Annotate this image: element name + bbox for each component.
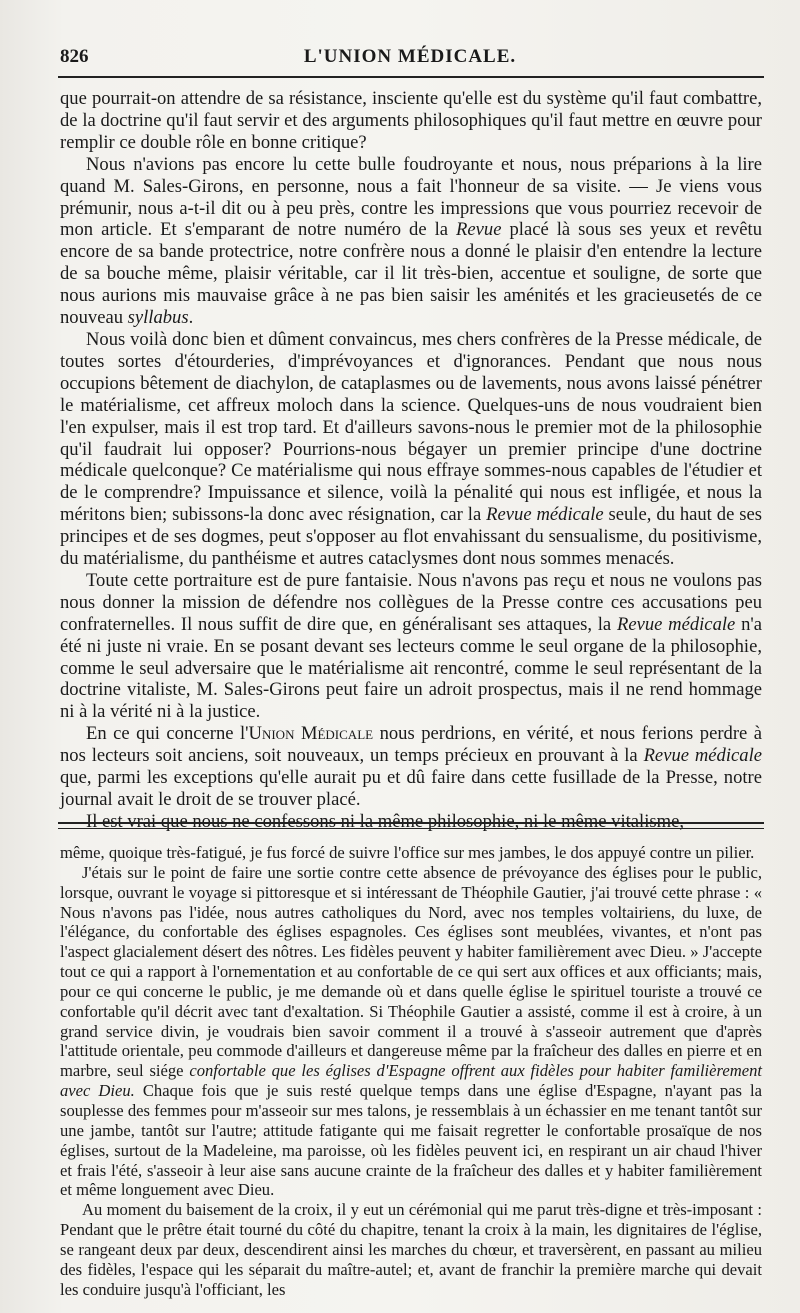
- feuilleton-paragraph: même, quoique très-fatigué, je fus forcé de suivre l'office sur mes jambes, le dos appuyé contre un pilier.: [60, 843, 755, 862]
- article-paragraph: Nous n'avions pas encore lu cette bulle foudroyante et nous, nous préparions à la lire quand M. Sales-Girons, en personne, nous a fait l'honneur de sa visite. — Je viens vous prémunir, nous a-t-il dit ou à peu près, contre les impressions que vous pourriez recevoir de mon article. Et s'emparant de notre numéro de la Revue placé là sous ses yeux et revêtu encore de sa bande protectrice, notre confrère nous a donné le plaisir d'en entendre la lecture de sa bouche même, plaisir véritable, car il lit très-bien, accentue et souligne, de sorte que nous aurions mis mauvaise grâce à ne pas bien saisir les aménités et les gracieusetés de ce nouveau syllabus.: [60, 153, 762, 329]
- syllabus-word: syllabus: [127, 307, 189, 329]
- article-paragraph: Nous voilà donc bien et dûment convaincus, mes chers confrères de la Presse médicale, de toutes sortes d'étourderies, d'imprévoyances et d'ignorances. Pendant que nous nous occupions bêtement de diachylon, de cataplasmes ou de lavements, nous avons laissé pénétrer le matérialisme, cet affreux moloch dans la science. Quelques-uns de nous voudraient bien l'en expulser, mais il est trop tard. Et d'ailleurs savons-nous le premier mot de la philosophie qu'il faudrait lui opposer? Pourrions-nous bégayer un premier principe d'une doctrine médicale quelconque? Ce matérialisme qui nous effraye sommes-nous capables de l'étudier et de le comprendre? Impuissance et silence, voilà la pénalité qui nous est infligée, et nous la méritons bien; subissons-la donc avec résignation, car la Revue médicale seule, du haut de ses principes et de ses dogmes, peut s'opposer au flot envahissant du sensualisme, du positivisme, du matérialisme, du panthéisme et autres cataclysmes dont nous sommes menacés.: [60, 328, 762, 570]
- page-number: 826: [60, 46, 89, 67]
- article-paragraph: Toute cette portraiture est de pure fantaisie. Nous n'avons pas reçu et nous ne voulons pas nous donner la mission de défendre nos collègues de la Presse contre ces accusations peu confraternelles. Il nous suffit de dire que, en généralisant ses attaques, la Revue médicale n'a été ni juste ni vraie. En se posant devant ses lecteurs comme le seul organe de la philosophie, comme le seul adversaire que le matérialisme ait rencontré, comme le seul représentant de la doctrine vitaliste, M. Sales-Girons peut faire un adroit prospectus, mais il ne rend hommage ni à la vérité ni à la justice.: [60, 569, 762, 723]
- journal-title-revue-medicale: Revue médicale: [486, 504, 604, 526]
- page-header: [60, 46, 760, 76]
- article-body: [60, 88, 762, 833]
- feuilleton-body: [60, 843, 762, 1299]
- header-rule: [58, 76, 764, 78]
- feuilleton-divider: [58, 822, 764, 824]
- article-paragraph: que pourrait-on attendre de sa résistance, insciente qu'elle est du système qu'il faut combattre, de la doctrine qu'il faut servir et des arguments philosophiques qu'il faut mettre en œuvre pour remplir ce double rôle en bonne critique?: [60, 88, 762, 153]
- article-paragraph: En ce qui concerne l'Union Médicale nous perdrions, en vérité, et nous ferions perdre à nos lecteurs soit anciens, soit nouveaux, un temps précieux en prouvant à la Revue médicale que, parmi les exceptions qu'elle aurait pu et dû faire dans cette fusillade de la Presse, notre journal avait le droit de se trouver placé.: [60, 723, 763, 810]
- feuilleton-paragraph: Au moment du baisement de la croix, il y eut un cérémonial qui me parut très-digne et très-imposant : Pendant que le prêtre était tourné du côté du chapitre, tenant la croix à la main, les dignitaires de l'église, se rangeant deux par deux, descendirent ainsi les marches du chœur, et traversèrent, en passant au milieu des fidèles, l'espace qui les séparait du maître-autel; et, avant de franchir la première marche qui devait les conduire jusqu'à l'officiant, les: [60, 1200, 762, 1299]
- quoted-phrase: confortable que les églises d'Espagne offrent aux fidèles pour habiter familièrement avec Dieu.: [60, 1061, 762, 1101]
- feuilleton-divider-thin: [58, 828, 764, 829]
- journal-title-revue-medicale: Revue médicale: [643, 745, 762, 767]
- journal-title-revue: Revue: [456, 219, 502, 241]
- journal-title-union-medicale: Union Médicale: [248, 723, 374, 745]
- running-title: L'UNION MÉDICALE.: [303, 46, 517, 67]
- article-paragraph: Il est vrai que nous ne confessons ni la même philosophie, ni le même vitalisme,: [86, 810, 684, 832]
- feuilleton-paragraph: J'étais sur le point de faire une sortie contre cette absence de prévoyance des églises pour le public, lorsque, ouvrant le voyage si pittoresque et si intéressant de Théophile Gautier, j'ai trouvé cette phrase : « Nous n'avons pas l'idée, nous autres catholiques du Nord, avec nos temples voltairiens, du luxe, de l'élégance, du confortable des églises espagnoles. Ces églises sont meublées, vivantes, et n'ont pas l'aspect glacialement désert des nôtres. Les fidèles peuvent y habiter familièrement avec Dieu. » J'accepte tout ce qui a rapport à l'ornementation et au confortable de ce qui sert aux offices et aux officiants; mais, pour ce qui concerne le public, je me demande où et dans quelle église le spirituel touriste a trouvé ce confortable qu'il décrit avec tant d'exaltation. Si Théophile Gautier a assisté, comme il est à croire, à un grand service divin, je voudrais bien savoir comment il a trouvé à s'asseoir autrement que d'après l'attitude orientale, peu commode d'ailleurs et dangereuse même par la fraîcheur des dalles en pierre et en marbre, seul siége confortable que les églises d'Espagne offrent aux fidèles pour habiter familièrement avec Dieu. Chaque fois que je suis resté quelque temps dans une église d'Espagne, n'ayant pas la souplesse des femmes pour m'asseoir sur mes talons, je ressemblais à un échassier en me tenant tantôt sur une jambe, tantôt sur l'autre; attitude fatigante qui me faisait regretter le confortable prosaïque de nos églises, surtout de la Madeleine, ma paroisse, où les fidèles peuvent ici, en respirant un air chaud l'hiver et frais l'été, s'asseoir à leur aise sans aucune crainte de la fraîcheur des dalles et y habiter familièrement et même longuement avec Dieu.: [60, 862, 762, 1200]
- journal-title-revue-medicale: Revue médicale: [616, 613, 736, 635]
